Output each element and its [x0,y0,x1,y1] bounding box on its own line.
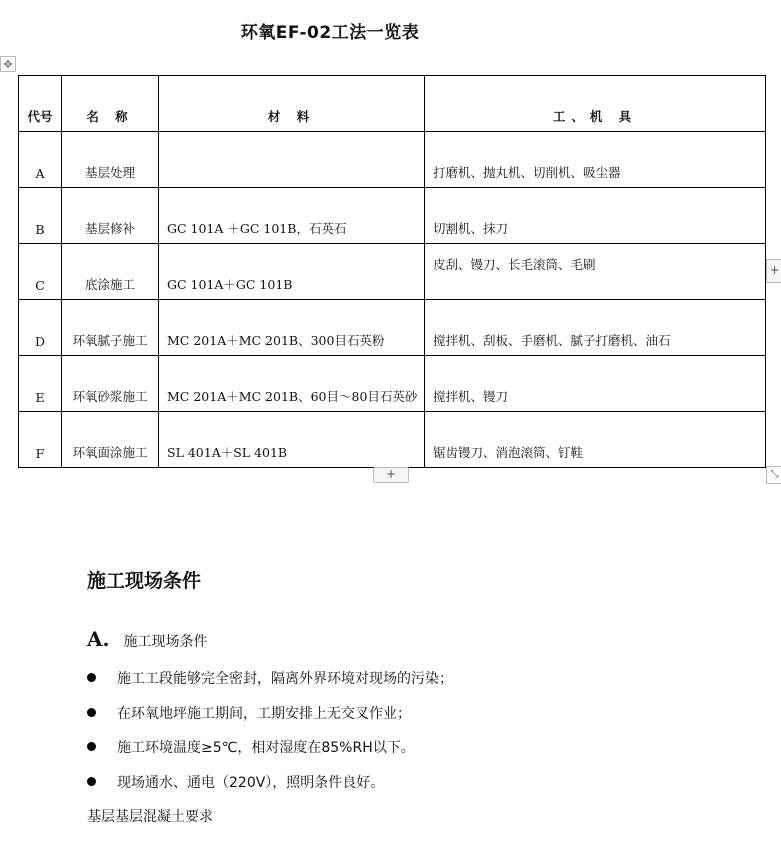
bullet-icon [87,708,96,717]
table-row [19,132,766,188]
bullet-icon [87,777,96,786]
bullet-icon [87,742,96,751]
cell-tools[interactable]: 搅拌机、镘刀 [425,356,766,412]
list-item [87,668,453,703]
cell-code[interactable]: A [19,132,62,188]
header-tools: 工、机 具 [425,76,766,132]
cell-name[interactable]: 环氧砂浆施工 [62,356,159,412]
cell-tools[interactable]: 打磨机、抛丸机、切削机、吸尘器 [425,132,766,188]
document-title: 环氧EF-02工法一览表 [240,23,420,43]
cell-materials[interactable]: MC 201A＋MC 201B、60目～80目石英砂 [159,356,425,412]
table-resize-handle-icon[interactable]: ⤡ [766,466,781,484]
cell-name[interactable]: 基层修补 [62,188,159,244]
add-row-button[interactable]: + [373,467,409,483]
list-item [87,772,453,807]
cell-materials[interactable]: GC 101A ＋GC 101B，石英石 [159,188,425,244]
cell-materials[interactable]: GC 101A＋GC 101B [159,244,425,300]
cell-tools-text: 皮刮、镘刀、长毛滚筒、毛刷 [433,257,596,272]
cell-tools[interactable]: 切割机、抹刀 [425,188,766,244]
list-item-text: 施工工段能够完全密封，隔离外界环境对现场的污染； [117,671,453,687]
table-move-handle-icon[interactable]: ✥ [0,56,16,72]
cell-tools[interactable]: 搅拌机、刮板、手磨机、腻子打磨机、油石 [425,300,766,356]
sub-heading [87,627,207,651]
list-item-text: 现场通水、通电（220V），照明条件良好。 [117,774,385,791]
table-row [19,412,766,468]
list-item [87,737,453,772]
table-row [19,356,766,412]
cell-name[interactable]: 环氧面涂施工 [62,412,159,468]
cell-code[interactable]: C [19,244,62,300]
header-code: 代号 [19,76,62,132]
cell-code[interactable]: D [19,300,62,356]
section-heading: 施工现场条件 [87,570,202,592]
sub-heading-text: 施工现场条件 [123,634,208,650]
sub-heading-letter: A. [87,627,110,651]
header-materials: 材 料 [159,76,425,132]
cell-materials[interactable] [159,132,425,188]
cell-code[interactable]: B [19,188,62,244]
conditions-list [87,668,453,806]
list-item-text: 在环氧地坪施工期间，工期安排上无交叉作业； [117,705,411,722]
method-table [18,75,766,468]
table-header-row [19,76,766,132]
cell-name[interactable]: 底涂施工 [62,244,159,300]
list-item-text: 施工环境温度≥5℃，相对湿度在85%RH以下。 [117,740,415,756]
table-row [19,188,766,244]
table-row [19,244,766,300]
cell-name[interactable]: 环氧腻子施工 [62,300,159,356]
table-row [19,300,766,356]
paragraph-text: 基层基层混凝土要求 [87,809,213,825]
cell-code[interactable]: E [19,356,62,412]
cell-materials[interactable]: MC 201A＋MC 201B、300目石英粉 [159,300,425,356]
cell-tools[interactable] [425,244,766,300]
list-item [87,703,453,738]
add-column-button[interactable]: + [766,259,781,283]
cell-name[interactable]: 基层处理 [62,132,159,188]
bullet-icon [87,673,96,682]
header-name: 名 称 [62,76,159,132]
cell-tools[interactable]: 锯齿镘刀、消泡滚筒、钉鞋 [425,412,766,468]
cell-code[interactable]: F [19,412,62,468]
cell-materials[interactable]: SL 401A＋SL 401B [159,412,425,468]
